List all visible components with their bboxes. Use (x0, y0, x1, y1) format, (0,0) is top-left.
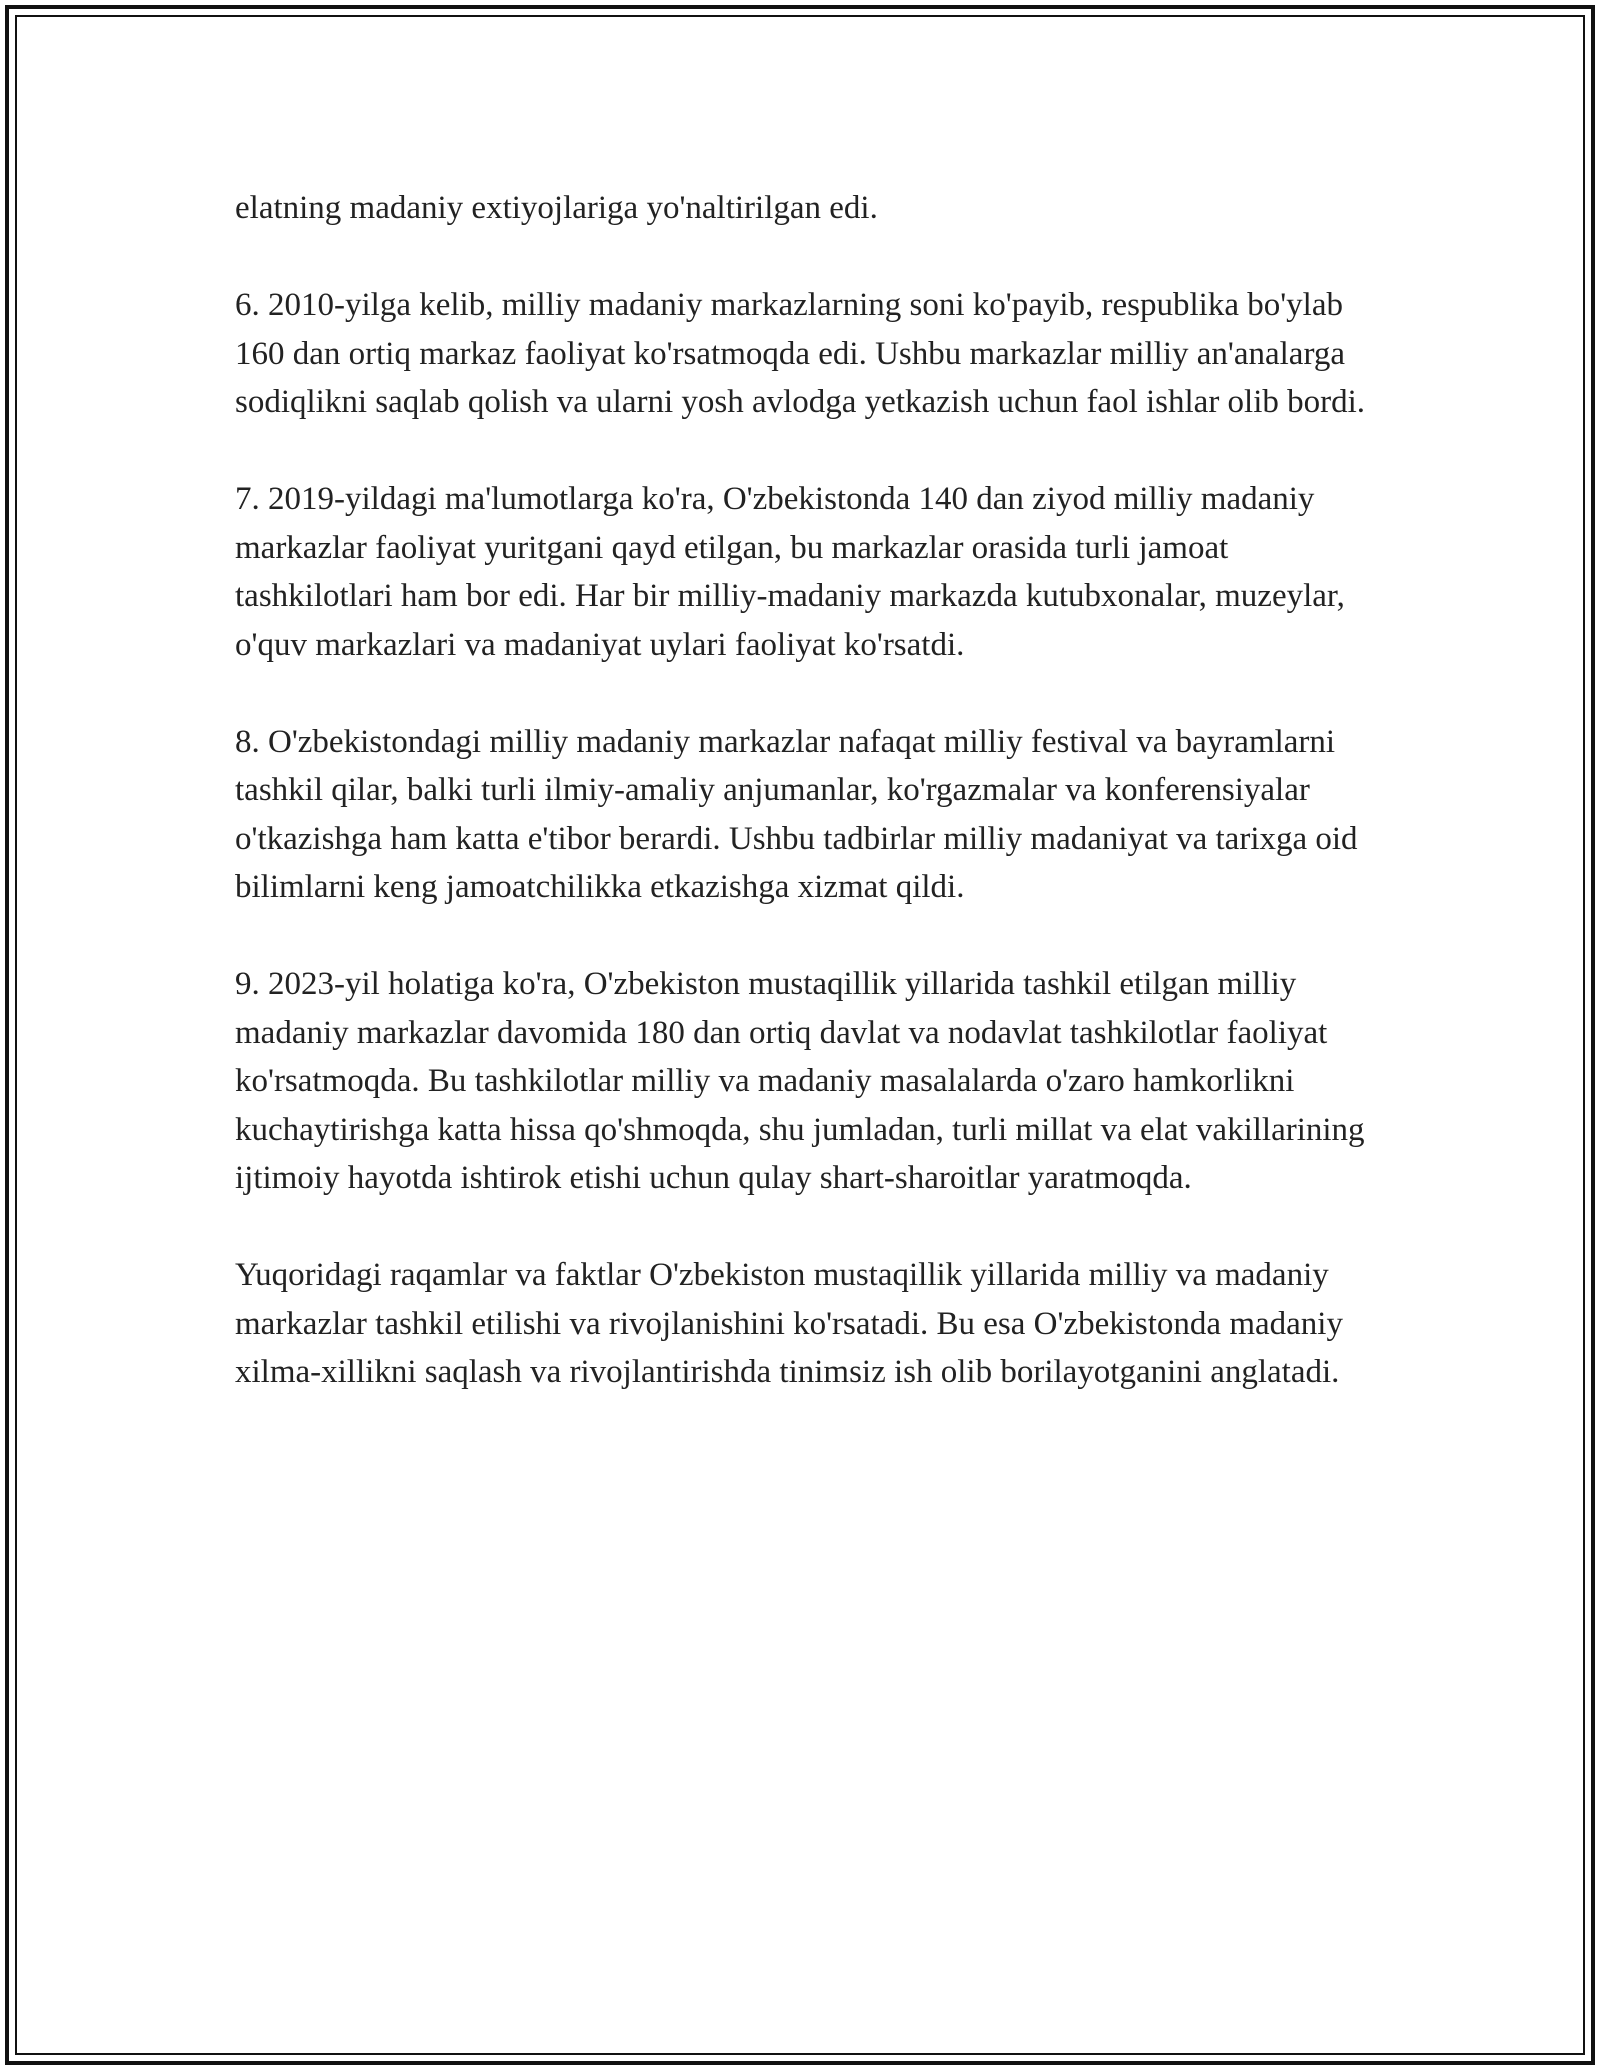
document-body (235, 184, 1380, 1445)
paragraph-item-8: 8. O'zbekistondagi milliy madaniy markazlar nafaqat milliy festival va bayramlarni tashkil qilar, balki turli ilmiy-amaliy anjumanlar, ko'rgazmalar va konferensiyalar o'tkazishga ham katta e'tibor berardi. Ushbu tadbirlar milliy madaniyat va tarixga oid bilimlarni keng jamoatchilikka etkazishga xizmat qildi. (235, 723, 1358, 905)
paragraph-continuation: elatning madaniy extiyojlariga yo'naltirilgan edi. (235, 190, 878, 226)
paragraph-item-9: 9. 2023-yil holatiga ko'ra, O'zbekiston mustaqillik yillarida tashkil etilgan milliy madaniy markazlar davomida 180 dan ortiq davlat va nodavlat tashkilotlar faoliyat ko'rsatmoqda. Bu tashkilotlar milliy va madaniy masalalarda o'zaro hamkorlikni kuchaytirishga katta hissa qo'shmoqda, shu jumladan, turli millat va elat vakillarining ijtimoiy hayotda ishtirok etishi uchun qulay shart-sharoitlar yaratmoqda. (235, 966, 1365, 1196)
paragraph-item-7: 7. 2019-yildagi ma'lumotlarga ko'ra, O'zbekistonda 140 dan ziyod milliy madaniy markazlar faoliyat yuritgani qayd etilgan, bu markazlar orasida turli jamoat tashkilotlari ham bor edi. Har bir milliy-madaniy markazda kutubxonalar, muzeylar, o'quv markazlari va madaniyat uylari faoliyat ko'rsatdi. (235, 481, 1345, 663)
paragraph-item-6: 6. 2010-yilga kelib, milliy madaniy markazlarning soni ko'payib, respublika bo'ylab 160 dan ortiq markaz faoliyat ko'rsatmoqda edi. Ushbu markazlar milliy an'analarga sodiqlikni saqlab qolish va ularni yosh avlodga yetkazish uchun faol ishlar olib bordi. (235, 287, 1366, 420)
paragraph-conclusion: Yuqoridagi raqamlar va faktlar O'zbekiston mustaqillik yillarida milliy va madaniy markazlar tashkil etilishi va rivojlanishini ko'rsatadi. Bu esa O'zbekistonda madaniy xilma-xillikni saqlash va rivojlantirishda tinimsiz ish olib borilayotganini anglatadi. (235, 1257, 1343, 1390)
